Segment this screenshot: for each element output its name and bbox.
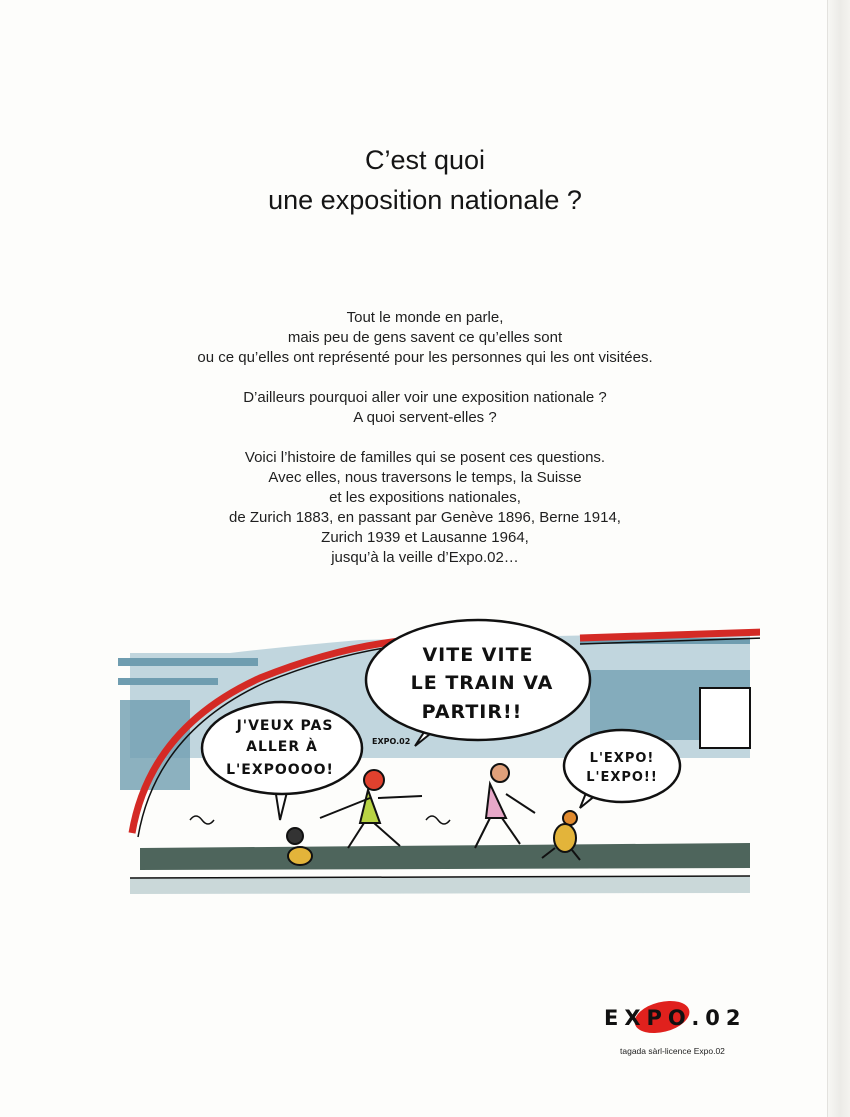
bubble-left-line: ALLER À [246, 739, 318, 755]
intro-line: Voici l’histoire de familles qui se posent ces questions. [244, 449, 606, 466]
bubble-center-line: VITE VITE [422, 644, 534, 666]
intro-line: et les expositions nationales, [329, 489, 521, 506]
title-line-2: une exposition nationale ? [268, 185, 582, 215]
credit-line: tagada sàrl-licence Expo.02 [620, 1046, 725, 1056]
train-cartoon-illustration [110, 608, 760, 898]
intro-line: D’ailleurs pourquoi aller voir une exposition nationale ? [243, 389, 607, 406]
speech-bubble-left [202, 702, 362, 820]
intro-line: mais peu de gens savent ce qu’elles sont [287, 329, 563, 346]
intro-line: A quoi servent-elles ? [353, 409, 497, 426]
intro-paragraph-2 [0, 388, 850, 428]
bubble-left-line: J'VEUX PAS [236, 718, 334, 734]
title-line-1: C’est quoi [364, 145, 486, 175]
logo-text: EXPO.02 [604, 1006, 747, 1030]
bubble-center-line: LE TRAIN VA [410, 672, 554, 694]
intro-line: ou ce qu’elles ont représenté pour les personnes qui les ont visitées. [197, 349, 653, 366]
intro-text [0, 308, 850, 588]
intro-line: Avec elles, nous traversons le temps, la Suisse [268, 469, 582, 486]
bubble-center-line: PARTIR!! [421, 701, 523, 723]
intro-paragraph-3 [0, 448, 850, 568]
bubble-right-line: L'EXPO!! [586, 770, 658, 785]
speech-bubble-right [564, 730, 680, 808]
page-title [0, 140, 850, 220]
child-left-character [287, 828, 312, 865]
platform [130, 843, 750, 894]
bag-logo-text: EXPO.02 [372, 737, 411, 746]
bubble-right-line: L'EXPO! [589, 751, 655, 766]
intro-line: Zurich 1939 et Lausanne 1964, [321, 529, 529, 546]
intro-line: jusqu’à la veille d’Expo.02… [331, 549, 519, 566]
intro-line: Tout le monde en parle, [346, 309, 504, 326]
intro-paragraph-1 [0, 308, 850, 368]
expo02-logo [604, 1000, 774, 1044]
father-character [475, 764, 535, 848]
bubble-left-line: L'EXPOOOO! [226, 762, 334, 778]
intro-line: de Zurich 1883, en passant par Genève 1896, Berne 1914, [229, 509, 621, 526]
